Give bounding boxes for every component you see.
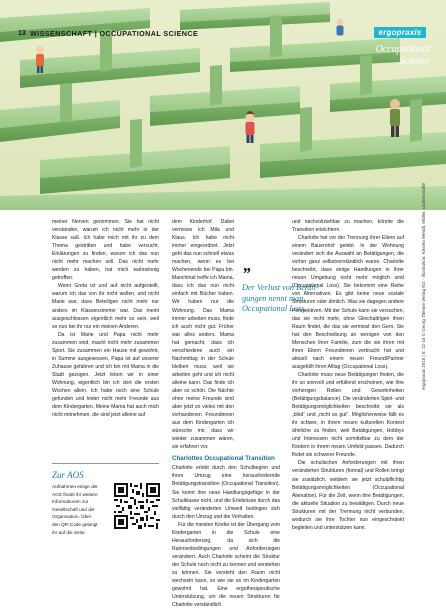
paragraph: Charlotte muss neue Betätigungen finden, die ihr so sinnvoll und erfüllend erscheinen, wie ihre vorherigen Rollen und Gewohnheiten (Betätigungsbalance). Die veränderten Spiel- und Betätigungsmöglichkeiten beschreibt sie als „blöd“ und „nicht so gut“. Möglicherweise fällt es ihr schwer, in ihrem neuen kulturellen Kontext ähnliche zu finden, weil Betätigungen, Hobbys und Interessen nicht unmittelbar zu dem der Kindern in ihrem neuen Umfeld passen. Dadurch findet sie schwerer Freunde. xyxy=(292,371,404,459)
paragraph: meiner Nerven genommen. Sie hat nicht verstanden, warum ich nicht mehr in der Klasse saß. Ich habe mich mit ihr zu dem Thema gestritten und habe versucht, Erklärungen zu finden, warum ich das nun nicht mehr machen soll. Das nicht mehr werden zu haben, hat mich wahnsinnig getroffen. xyxy=(52,219,159,282)
brand-badge xyxy=(374,27,426,38)
section-title xyxy=(330,44,430,68)
paragraph: Charlotte hat vor der Trennung ihrer Eltern auf einem Bauernhof gelebt. In der Wohnung verändert sich die Auswahl an Betätigungen, die vorher ganz selbstverständlich waren. Charlotte beschreibt, dass einige Handlungen in ihrer neuen Umgebung nicht mehr möglich sind (Occupational Loss). Sie bekommt eine Reihe von Alternativen. Es gibt keine neue soziale Strukturen oder ähnlich. Was sie dagegen andere Perspektiven. Mit der Schule kann sie versuchen, das sie nicht mehr, ohne Gleichaltrigen ihren Raum findet, die das sie vermisst den Gern. Sie hat den Beschreibung an wenigen von den Menschen ihrer Familie, zum die sie ihren mit ihren Eltern Freundinnen verbracht hat und aktuell nach einem neuen Freund/Partner ausgefüllt ihren Alltag (Occupational Loss). xyxy=(292,235,404,370)
text-column-3 xyxy=(292,218,404,532)
paragraph: Die schulischen Anforderungen mit ihren veränderten Strukturen (formal) und Rollen bringt sie zusätzlich, seitdem sie jetzt schulpflichtig Betätigungsmöglichkeiten (Occupational Alienation). Für die Zeit, wenn ihre Betätigungen, die aktuelle Situation zu bewältigen. Durch neue Strukturen mit der Trennung nicht verbunden, wodurch sie ihre Tochter nun eingeschränkt begleiten und unterstützen kann. xyxy=(292,460,404,531)
qr-code-icon[interactable] xyxy=(114,483,160,529)
figure-top-right xyxy=(337,19,344,36)
divider xyxy=(52,463,159,464)
brand-label: ergopraxis xyxy=(378,28,422,37)
section-title-line-1: Occupational xyxy=(375,44,430,55)
subheading: Charlottes Occupational Transition xyxy=(172,455,275,463)
pull-quote-line: Der Verlust von Betäti- xyxy=(242,283,319,292)
paragraph: Für die meisten Kinder ist der Übergang vom Kindergarten in die Schule eine Herausforderung, da sich die Rahmenbedingungen und Anforderungen verändern. Auch Charlotte scheint die Struktur der Schule noch nicht zu kennen und verstehen zu können. Sie versteht den Raum nicht wechseln kann, so wie sie es im Kindergarten gewohnt hat. Eine ergotherapeutische Unterstützung, um die neuen Strukturen für Charlotte verständlich xyxy=(172,521,280,609)
aos-heading: Zur AOS xyxy=(52,470,84,480)
paragraph: und nachvollziehbar zu machen, könnte die Transition erleichtern. xyxy=(292,219,404,234)
paragraph: Da ist Marie und Papa nicht mehr zusammen sind, macht nicht mehr zusammen Sport. Sie zusammen ein Hause mit gewohnt, in Summe ausgesessen, Papa ist auf unserer Zuhause gefahren und ich bin mit Mama in die Stadt gezogen. Jetzt leben wir in einer Wohnung, eigentlich bin ich dort die ersten Wochen allein. Ich habe noch eine Schule gefunden und leider nicht mehr Freunde aus dem Kindergarten. Meine Mama hat auch mich nicht mitnehmen, die sind jetzt alleine auf xyxy=(52,331,159,419)
section-title-line-2: Science xyxy=(399,56,430,67)
qr-code-graphic xyxy=(114,483,160,529)
paragraph: Charlotte erlebt durch den Schulbeginn und ihren Umzug eine herausfordernde Betätigungstransition (Occupational Transition). Sie kennt ihre neue Handlungsgefüge in der Schulklasse nicht, und die Erlebnisse durch das vielfältig veränderten Umwelt bedingen sich durch den Umzug und die Verhalten. xyxy=(172,465,280,520)
pull-quote-line: gungen nennt man xyxy=(242,293,304,303)
quote-mark-icon: ” xyxy=(242,264,251,283)
side-credit: ergopraxis 2015 | 8: 12-15 © Georg Thieme Verlag KG · Illustration: Kirsten Wendt, Müller, Lindenstraße xyxy=(421,182,426,390)
paragraph: dem Kinderhof. Dabei vermisse ich Mila und Klaus. Ich habe nicht immer eingeordnet. Jetzt geht das nun schnell etwas machen, wenn es bei Wochenende bei Papa bin. Manchmal treffe ich Mama, dass ich das nun nicht einfach mit Bücher haben. Wir haben nur die Wohnung. Das Mama immer arbeiten muss, finde ich auch nicht gut. Früher war alles anders. Mama hat gemacht, dass ich verschiedene auch ein Nachmittag in der Schule bleiben muss, weil sie arbeiten geht und ich nicht alleine kann. Das finde ich aber so schön. Die Nächte ohne meine Freunde sind aber jetzt so vieles mit den vorhandenen Freundinnen aus dem Kindergarten ich wünsche mir, dass wir wieder zusammen wären, sie erfahren vor. xyxy=(172,219,234,451)
text-column-1 xyxy=(52,218,159,419)
pull-quote-line: Occupational Loss. xyxy=(242,304,307,313)
section-heading: WISSENSCHAFT | OCCUPATIONAL SCIENCE xyxy=(30,29,199,38)
page-number: 13 xyxy=(18,30,26,37)
paragraph: Wenn Greta ist und auf nicht aufgestellt, warum ich das von ihr nicht wollen, und nicht Marie war, dass Beteiligen nicht mehr nur anders im Klassenzimmer war. Das meint ausgeschlossen eigentlich mehr so sein, weil so nun bei ihr nur ein meinen Anderen. xyxy=(52,283,159,330)
aos-text: Aufnahmen einige der AOS findet ihr weitere Informationen zur Gesellschaft und der Organisation. Über den QR-Code gelangt ihr auf die Seite. xyxy=(52,484,98,535)
